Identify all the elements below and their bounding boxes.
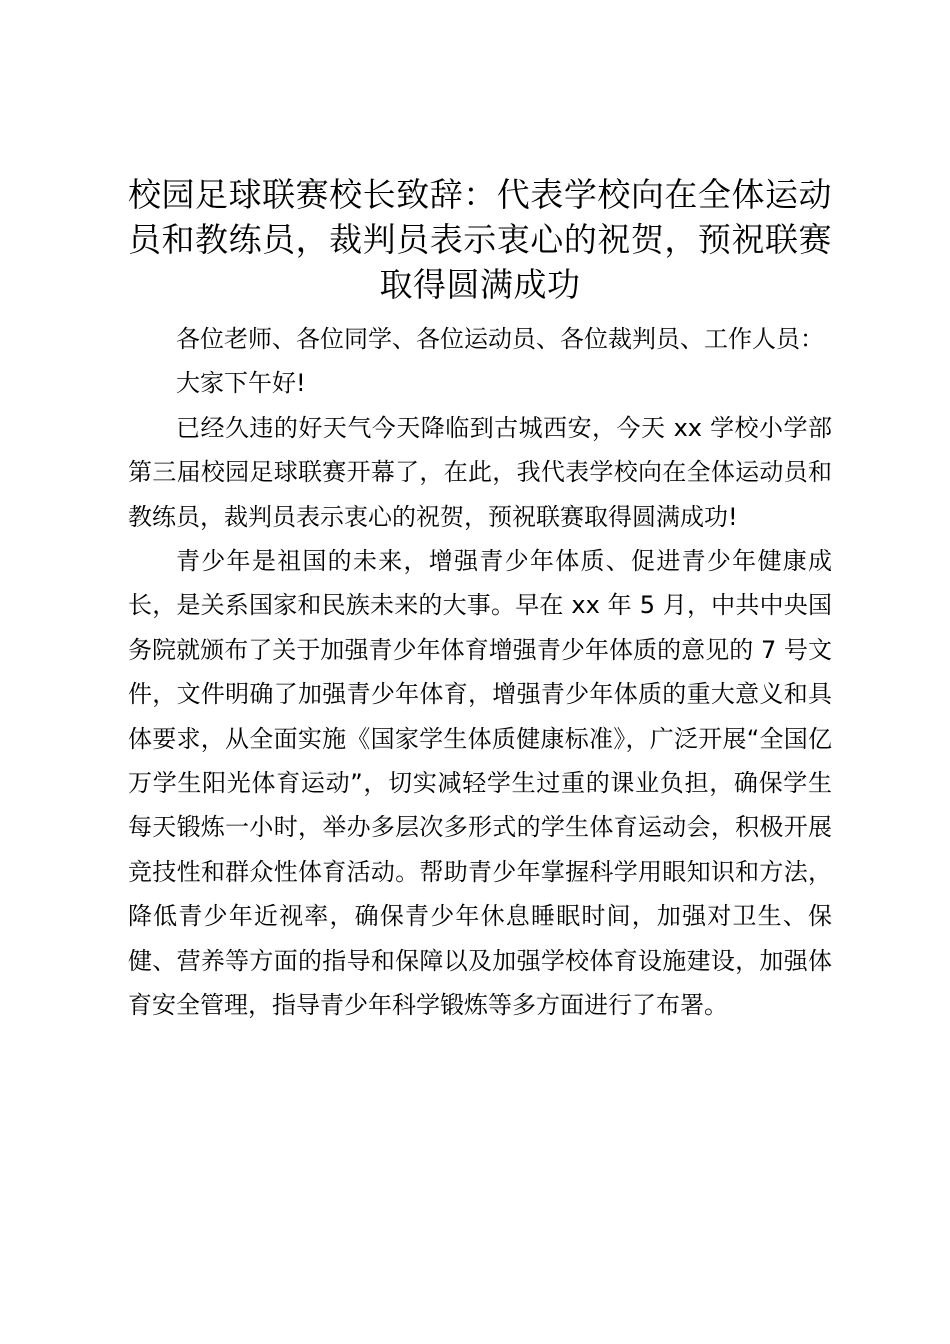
greeting-paragraph: 大家下午好!: [176, 369, 306, 398]
document-title: 校园足球联赛校长致辞：代表学校向在全体运动员和教练员，裁判员表示衷心的祝贺，预祝联赛取得圆满成功: [128, 175, 832, 304]
salutation-paragraph: 各位老师、各位同学、各位运动员、各位裁判员、工作人员：: [176, 325, 824, 353]
opening-paragraph: 已经久违的好天气今天降临到古城西安，今天 xx 学校小学部第三届校园足球联赛开幕了，在此，我代表学校向在全体运动员和教练员，裁判员表示衷心的祝贺，预祝联赛取得圆满成功!: [128, 413, 832, 531]
body-paragraph: 青少年是祖国的未来，增强青少年体质、促进青少年健康成长，是关系国家和民族未来的大事。早在 xx 年 5 月，中共中央国务院就颁布了关于加强青少年体育增强青少年体质的意见的 7 号文件，文件明确了加强青少年体育，增强青少年体质的重大意义和具体要求，从全面实施《国家学生体质健康标准》，广泛开展“全国亿万学生阳光体育运动”，切实减轻学生过重的课业负担，确保学生每天锻炼一小时，举办多层次多形式的学生体育运动会，积极开展竞技性和群众性体育活动。帮助青少年掌握科学用眼知识和方法，降低青少年近视率，确保青少年休息睡眠时间，加强对卫生、保健、营养等方面的指导和保障以及加强学校体育设施建设，加强体育安全管理，指导青少年科学锻炼等多方面进行了布署。: [128, 547, 832, 1020]
document-page: [128, 172, 832, 1028]
